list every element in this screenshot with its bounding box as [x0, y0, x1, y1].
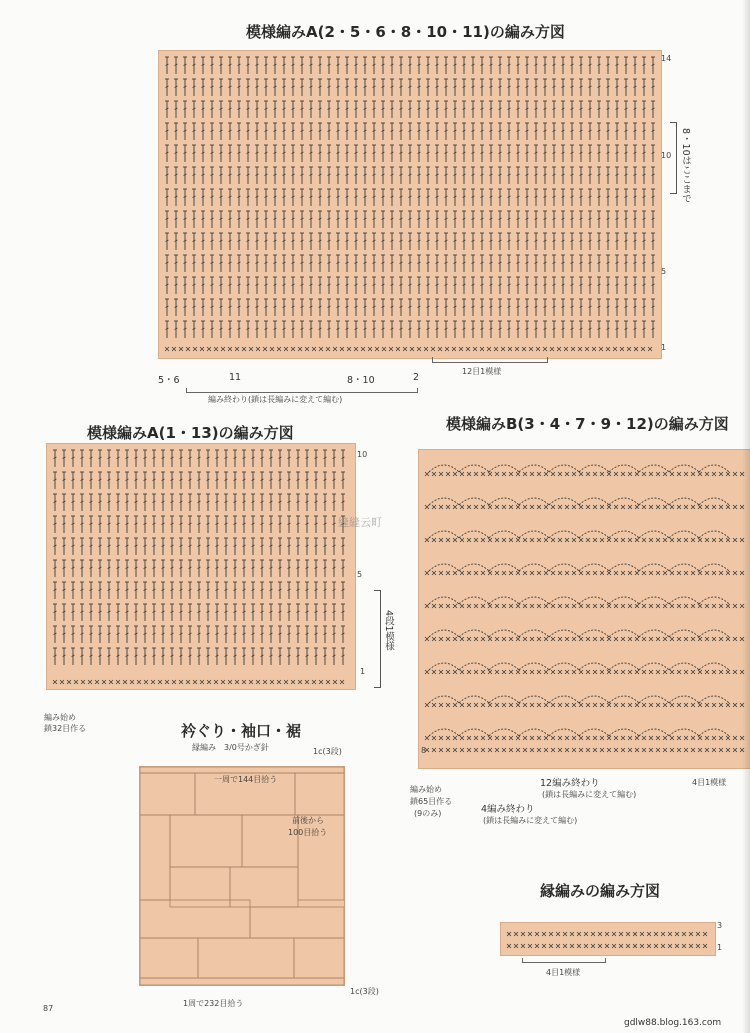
border-repeat-note: 4目1模様 [546, 968, 581, 977]
collar-top-pick: 一周で144目拾う [214, 775, 278, 784]
chart-a1-row-5: 5 [661, 267, 667, 276]
chart-a2-row-10: 10 [357, 450, 368, 459]
collar-bottom-pick: 1周で232目拾う [183, 999, 244, 1008]
chart-a2-title: 模様編みA(1・13)の編み方図 [87, 424, 294, 442]
chart-a1-mark-11: 11 [229, 372, 242, 383]
page-gutter-shadow [742, 0, 750, 1033]
chart-b-start-3: (9のみ) [414, 809, 442, 818]
chart-a1-repeat-note: 12目1模様 [462, 367, 502, 376]
collar-bottom-rows: 1c(3段) [350, 987, 379, 996]
chart-b-start-2: 鎖65目作る [410, 797, 453, 806]
chart-a1-row-1: 1 [661, 343, 667, 352]
chart-b-row-8: 8 [421, 746, 427, 755]
collar-side-pick-1: 前後から [292, 816, 324, 825]
chart-a1-side-note: 8・10はここまで [680, 128, 691, 204]
collar-diagram [139, 766, 345, 986]
chart-b-title: 模様編みB(3・4・7・9・12)の編み方図 [446, 415, 729, 433]
collar-top-rows: 1c(3段) [313, 747, 342, 756]
chart-b-repeat-note: 4目1模様 [692, 778, 727, 787]
chart-a1-mark-56: 5・6 [158, 375, 180, 386]
chart-a2-row-5: 5 [357, 570, 363, 579]
chart-a1-mark-2: 2 [413, 372, 420, 383]
chart-a2-bracket [374, 590, 381, 688]
chart-b-start-1: 編み始め [410, 785, 442, 794]
collar-title: 衿ぐり・袖口・裾 [181, 722, 302, 740]
border-grid [500, 922, 716, 956]
collar-sub: 縁編み 3/0号かぎ針 [192, 743, 269, 752]
chart-a1-repeat-bracket [432, 357, 548, 363]
chart-a1-mark-810: 8・10 [347, 375, 375, 386]
watermark: 縫縫云町 [338, 516, 382, 529]
chart-a2-side-note: 4段1模様 [383, 610, 394, 651]
chart-a1-title: 模様編みA(2・5・6・8・10・11)の編み方図 [246, 23, 565, 41]
chart-b-end4-2: (鎖は長編みに変えて編む) [483, 816, 578, 825]
chart-a2-row-1: 1 [360, 667, 366, 676]
border-title: 縁編みの編み方図 [540, 882, 661, 900]
chart-a2-start-1: 編み始め [44, 713, 76, 722]
chart-a1-row-10: 10 [661, 151, 672, 160]
collar-side-pick-2: 100目拾う [288, 828, 328, 837]
chart-a1-row-14: 14 [661, 54, 672, 63]
chart-b-grid [418, 449, 750, 769]
chart-a1-bracket [670, 122, 677, 194]
chart-a2-grid [46, 443, 356, 690]
border-repeat-bracket [522, 958, 606, 963]
page-number: 87 [43, 1004, 54, 1013]
blog-url: gdlw88.blog.163.com [624, 1018, 722, 1028]
chart-b-end12-1: 12編み終わり [540, 778, 600, 789]
border-row-1: 1 [717, 943, 723, 952]
chart-b-end4-1: 4編み終わり [481, 804, 535, 815]
border-row-3: 3 [717, 921, 723, 930]
chart-a1-end-bracket [186, 388, 418, 393]
chart-a2-start-2: 鎖32目作る [44, 724, 87, 733]
chart-b-end12-2: (鎖は長編みに変えて編む) [542, 790, 637, 799]
chart-a1-grid [158, 50, 662, 359]
chart-a1-end-note: 編み終わり(鎖は長編みに変えて編む) [208, 395, 343, 404]
